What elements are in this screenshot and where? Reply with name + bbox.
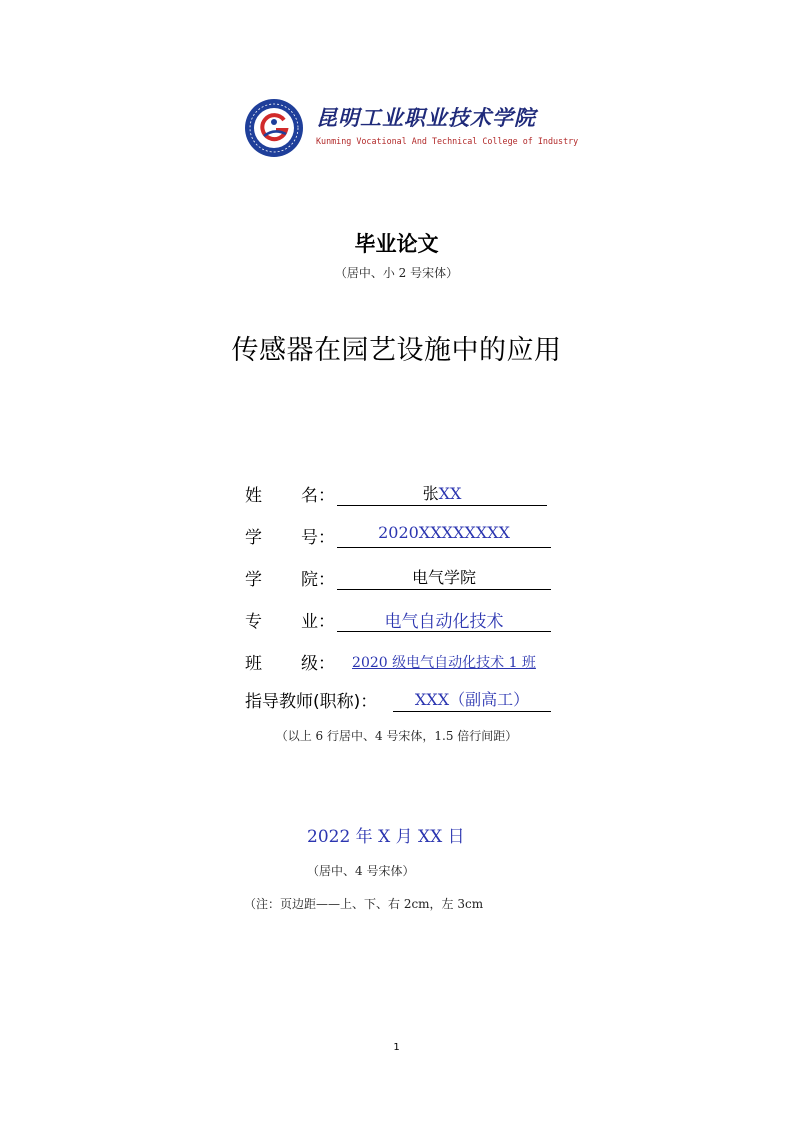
- school-emblem-icon: [244, 98, 304, 158]
- student-id-field: 2020XXXXXXXX: [337, 523, 551, 548]
- date-format-note: （居中、4 号宋体）: [307, 864, 415, 878]
- major-field: 电气自动化技术: [337, 607, 551, 632]
- advisor-field: XXX（副高工）: [393, 687, 551, 712]
- name-label-2: 名：: [301, 486, 335, 506]
- school-name-en: Kunming Vocational And Technical College of Industry: [316, 136, 579, 146]
- rows-format-note: （以上 6 行居中、4 号宋体，1.5 倍行间距）: [275, 729, 518, 743]
- class-label-2: 级：: [301, 654, 335, 674]
- college-label-1: 学: [245, 570, 262, 590]
- name-value-cn: 张: [422, 484, 439, 503]
- school-name-cn: 昆明工业职业技术学院: [316, 105, 536, 130]
- class-field: 2020 级电气自动化技术 1 班: [352, 655, 536, 671]
- name-label-1: 姓: [245, 486, 262, 506]
- major-label-2: 业：: [301, 612, 335, 632]
- submission-date: 2022 年 X 月 XX 日: [307, 827, 465, 847]
- college-field: 电气学院: [337, 565, 551, 590]
- major-label-1: 专: [245, 612, 262, 632]
- class-label-1: 班: [245, 654, 262, 674]
- id-label-2: 号：: [301, 528, 335, 548]
- id-label-1: 学: [245, 528, 262, 548]
- advisor-label: 指导教师(职称)：: [245, 692, 378, 712]
- college-label-2: 院：: [301, 570, 335, 590]
- margin-note: （注：页边距——上、下、右 2cm，左 3cm: [244, 897, 484, 911]
- name-field: [337, 481, 547, 506]
- school-logo: [244, 98, 584, 158]
- document-type-title: 毕业论文: [354, 232, 439, 256]
- name-value-x: XX: [438, 484, 462, 503]
- page-number: 1: [393, 1042, 400, 1053]
- title-format-note: （居中、小 2 号宋体）: [334, 266, 459, 280]
- thesis-title: 传感器在园艺设施中的应用: [231, 335, 562, 366]
